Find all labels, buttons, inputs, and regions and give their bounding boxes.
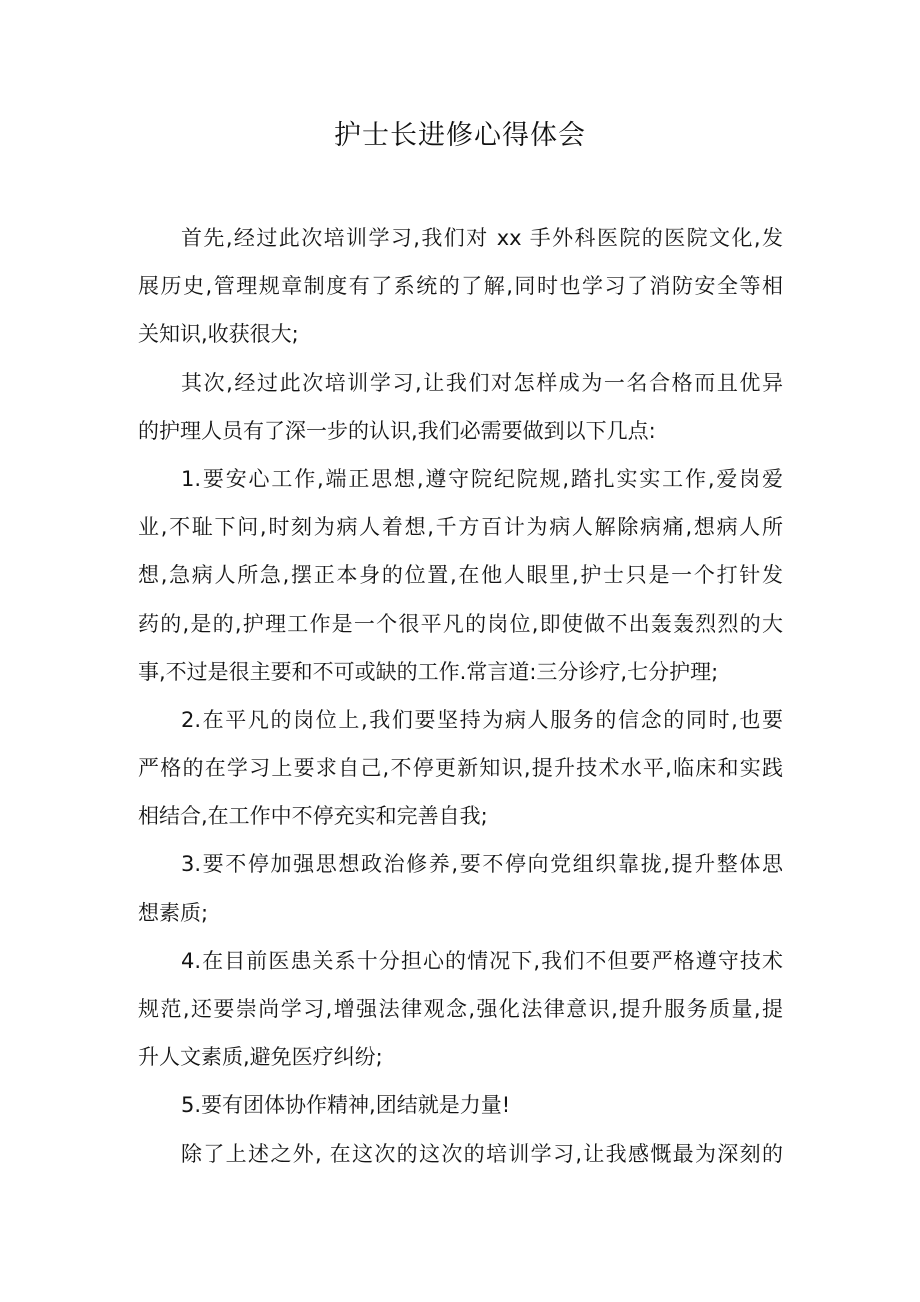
text-line: 业,不耻下问,时刻为病人着想,千方百计为病人解除病痛,想病人所	[138, 515, 783, 540]
text-line: 升人文素质,避免医疗纠纷;	[138, 1045, 383, 1070]
list-item-point-3	[138, 840, 783, 936]
text-line: 相结合,在工作中不停充实和完善自我;	[138, 804, 488, 829]
list-item-point-1	[138, 455, 783, 696]
text-line: 关知识,收获很大;	[138, 322, 299, 347]
text-line: 其次,经过此次培训学习,让我们对怎样成为一名合格而且优异	[181, 370, 783, 395]
text-line: 严格的在学习上要求自己,不停更新知识,提升技术水平,临床和实践	[138, 756, 783, 781]
text-line: 想素质;	[138, 900, 209, 925]
text-line: 药的,是的,护理工作是一个很平凡的岗位,即使做不出轰轰烈烈的大	[138, 611, 783, 636]
text-line: 规范,还要崇尚学习,增强法律观念,强化法律意识,提升服务质量,提	[138, 997, 783, 1021]
text-line: 的护理人员有了深一步的认识,我们必需要做到以下几点:	[138, 418, 656, 443]
text-line: 4.在目前医患关系十分担心的情况下,我们不但要严格遵守技术	[181, 948, 783, 973]
text-line: 2.在平凡的岗位上,我们要坚持为病人服务的信念的同时,也要	[181, 707, 783, 732]
document-body	[138, 214, 783, 1178]
paragraph-closing	[138, 1130, 783, 1178]
paragraph-second	[138, 359, 783, 455]
document-title: 护士长进修心得体会	[334, 120, 586, 151]
text-line: 想,急病人所急,摆正本身的位置,在他人眼里,护士只是一个打针发	[138, 563, 783, 588]
text-line: 展历史,管理规章制度有了系统的了解,同时也学习了消防安全等相	[138, 274, 783, 299]
text-line: 1.要安心工作,端正思想,遵守院纪院规,踏扎实实工作,爱岗爱	[181, 466, 783, 491]
list-item-point-5	[138, 1081, 783, 1129]
paragraph-intro	[138, 214, 783, 359]
list-item-point-4	[138, 937, 783, 1082]
text-line: 5.要有团体协作精神,团结就是力量!	[181, 1093, 511, 1118]
text-line: 首先,经过此次培训学习,我们对 xx 手外科医院的医院文化,发	[181, 226, 783, 250]
list-item-point-2	[138, 696, 783, 841]
text-line: 事,不过是很主要和不可或缺的工作.常言道:三分诊疗,七分护理;	[138, 659, 719, 684]
text-line: 除了上述之外, 在这次的这次的培训学习,让我感慨最为深刻的	[181, 1141, 783, 1166]
text-line: 3.要不停加强思想政治修养,要不停向党组织靠拢,提升整体思	[181, 852, 783, 877]
